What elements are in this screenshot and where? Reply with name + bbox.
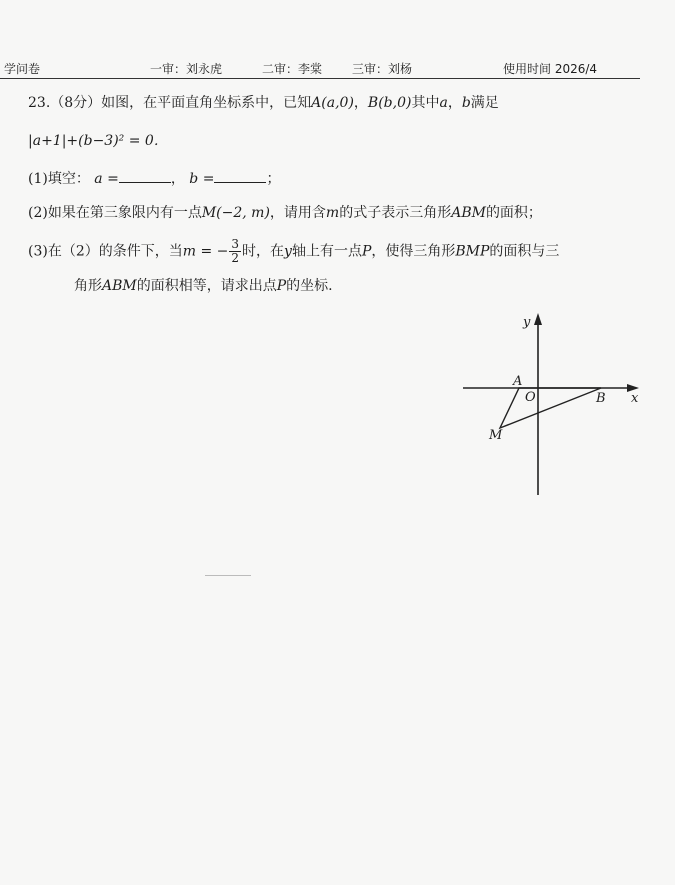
condition-text: |a+1|+(b−3)² = 0． [28,133,168,149]
fraction-numerator: 3 [231,237,240,251]
triangle-abm [500,388,601,428]
coordinate-diagram [455,305,655,505]
answer-blank-b[interactable] [214,170,266,183]
fraction-denominator: 2 [231,251,240,265]
part2-text-4: 的面积； [485,205,542,221]
scan-smudge [205,575,251,576]
intro-sep: ， [353,95,368,111]
part1-a-label: a = [94,171,119,187]
part3-text-2: 时，在 [242,243,285,260]
part3-text-1: (3)在（2）的条件下，当 [28,243,183,260]
label-b: B [596,391,606,406]
part3b-triangle: ABM [102,278,137,294]
intro-text-3: 满足 [470,95,499,111]
part-1 [28,168,280,188]
part3-triangle: BMP [455,243,490,260]
part2-var-m: m [325,205,340,221]
intro-sep-2: ， [447,95,462,111]
label-x: x [631,391,639,406]
label-o: O [525,390,536,405]
part3b-text-2: 的面积相等，请求出点 [136,278,277,294]
label-m: M [489,428,503,443]
answer-blank-a[interactable] [119,170,171,183]
label-y: y [523,315,531,330]
part3b-text-3: 的坐标. [286,278,333,294]
condition-equation [28,130,168,150]
point-a: A(a,0) [311,95,354,111]
intro-text-2: 其中 [411,95,440,111]
part3-m-eq: m = − [182,243,229,260]
part2-text-1: (2)如果在第三象限内有一点 [28,205,202,221]
part1-sep: ， [170,171,185,187]
header-paper-label: 学问卷 [4,62,41,76]
part3-text-5: 的面积与三 [489,243,560,260]
question-number: 23.（8分） [28,95,102,111]
part3-text-3: 轴上有一点 [291,243,362,260]
y-axis-arrow [534,313,542,325]
question-intro [28,92,499,112]
part-3 [28,238,559,265]
fraction-three-halves [229,238,241,265]
header-reviewer-1: 一审：刘永虎 [150,62,223,76]
part-2 [28,202,542,222]
page-header [0,56,675,78]
part1-prefix: (1)填空： [28,171,90,187]
part3b-text-1: 角形 [74,278,102,294]
var-a: a [439,95,448,111]
part1-b-label: b = [189,171,215,187]
header-divider [0,78,640,79]
intro-text-1: 如图，在平面直角坐标系中，已知 [101,95,312,111]
part1-end: ； [266,171,281,187]
header-use-time: 使用时间 2026/4 [503,62,598,76]
header-reviewer-3: 三审：刘杨 [352,62,413,76]
part-3-continued [74,275,333,295]
part3-point-p: P [361,243,372,260]
part3-y-axis: y [284,243,292,260]
header-reviewer-2: 二审：李棠 [262,62,323,76]
label-a: A [513,374,523,389]
point-m: M(−2, m) [201,205,270,221]
part2-text-2: ，请用含 [269,205,326,221]
var-b: b [461,95,471,111]
part3-text-4: ，使得三角形 [371,243,456,260]
part3b-point-p: P [276,278,287,294]
part2-text-3: 的式子表示三角形 [339,205,452,221]
point-b: B(b,0) [367,95,412,111]
part2-triangle: ABM [451,205,486,221]
